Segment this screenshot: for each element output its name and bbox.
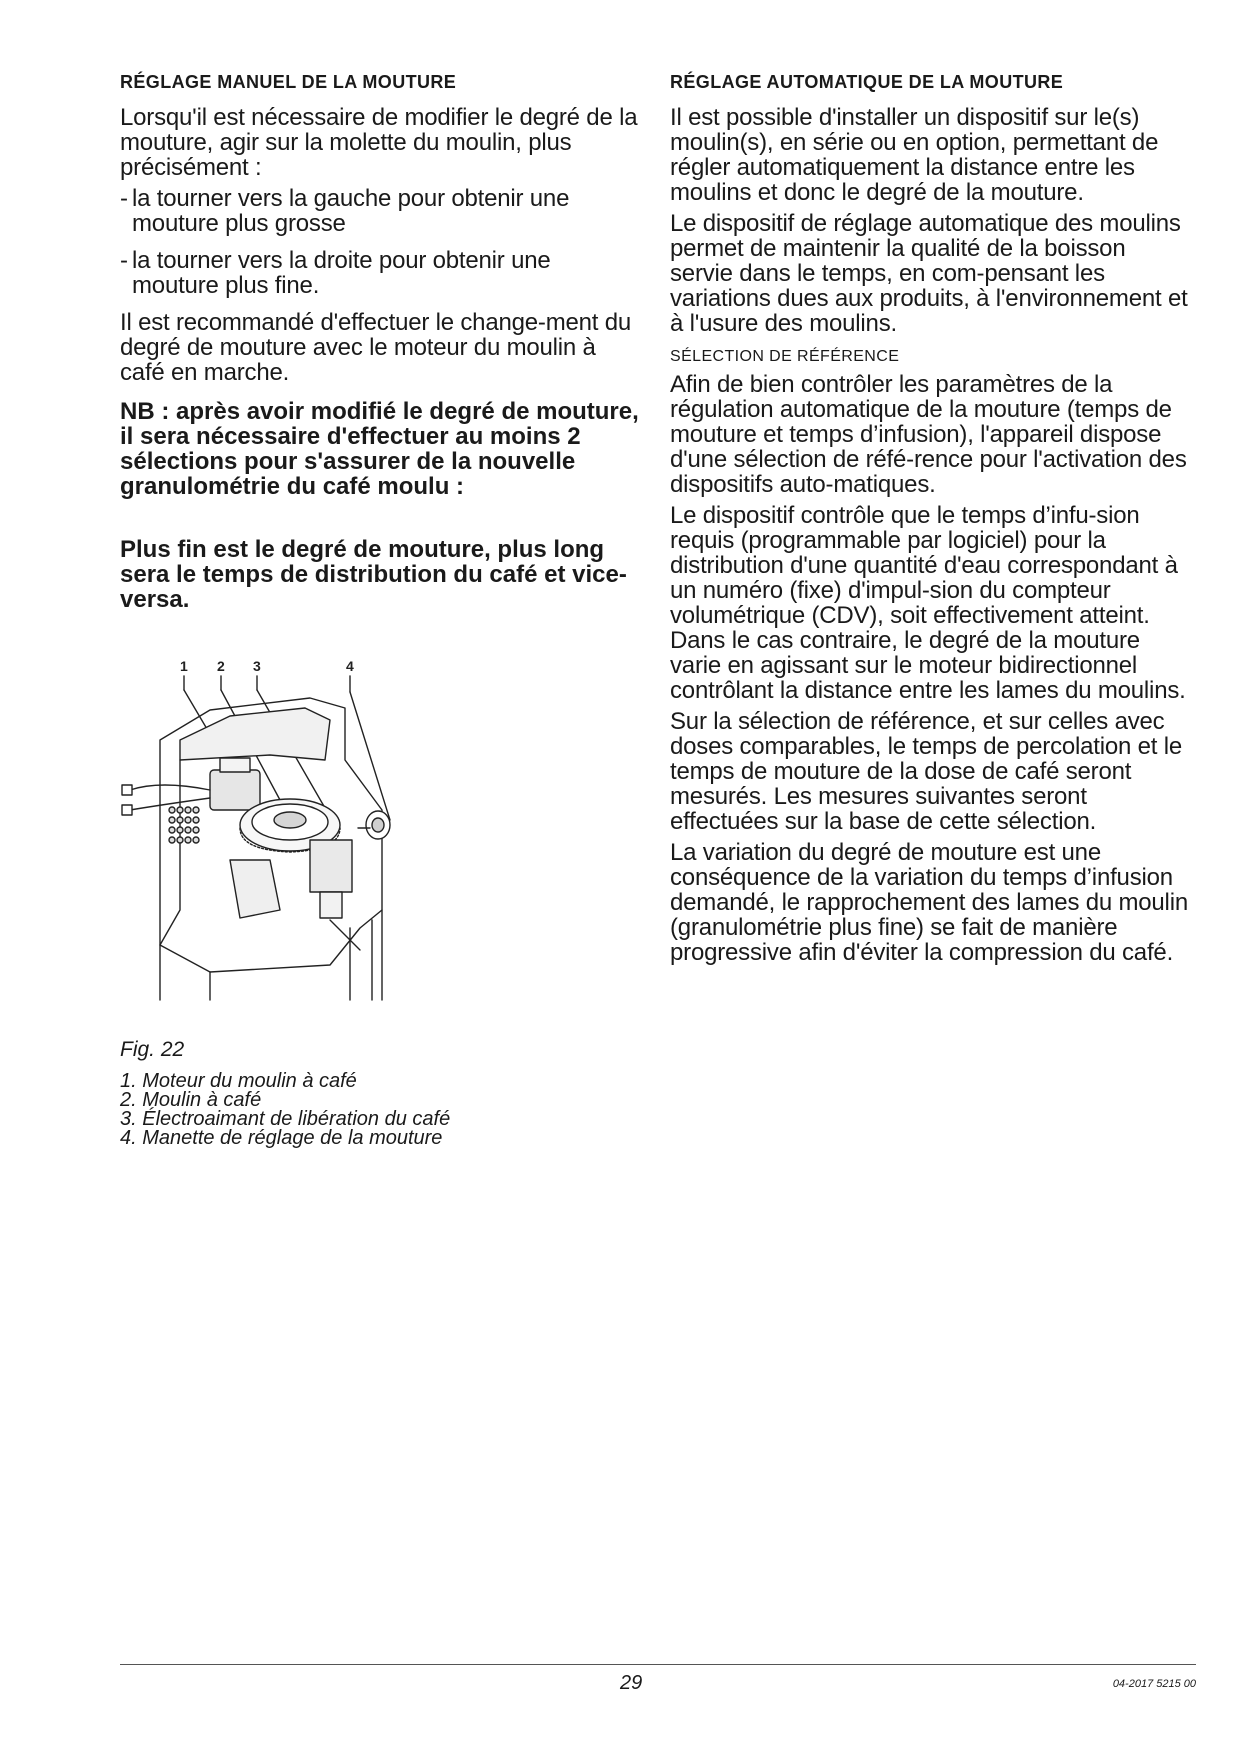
reference-p3: Sur la sélection de référence, et sur celles avec doses comparables, le temps de percolation et le temps de mouture de la dose de café seront mesurés. Les mesures suivantes seront effectuées sur la base de cette sélection. <box>670 708 1183 835</box>
grinder-figure <box>120 660 480 1020</box>
grind-direction-list <box>120 186 640 298</box>
reference-p2: Le dispositif contrôle que le temps d’infu-sion requis (programmable par logiciel) pour la distribution d'une quantité d'eau correspondant à un numéro (fixe) d'impul-sion du compteur volumétrique (CDV), soit effectivement atteint. Dans le cas contraire, le degré de la mouture varie en agissant sur le moteur bidirectionnel contrôlant la distance entre les lames du moulins. <box>670 502 1186 704</box>
electromagnet-base <box>320 892 342 918</box>
recommendation-paragraph: Il est recommandé d'effectuer le change-ment du degré de mouture avec le moteur du moulin à café en marche. <box>120 309 632 386</box>
adjustment-knob-center <box>372 818 384 832</box>
manual-grind-heading: RÉGLAGE MANUEL DE LA MOUTURE <box>120 72 457 92</box>
wires <box>130 785 210 810</box>
hopper-top <box>180 708 330 760</box>
callout-4: 4 <box>346 660 354 674</box>
body-left-edge <box>160 760 180 945</box>
legend-item: 2. Moulin à café <box>120 1089 262 1111</box>
auto-grind-p1: Il est possible d'installer un dispositif sur le(s) moulin(s), en série ou en option, permettant de régler automatiquement la distance entre les moulins et donc le degré de la mouture. <box>670 104 1159 206</box>
connector-1 <box>122 785 132 795</box>
connector-2 <box>122 805 132 815</box>
auto-grind-p2: Le dispositif de réglage automatique des moulins permet de maintenir la qualité de la boisson servie dans le temps, en com-pensant les variations dues aux produits, à l'environnement et à l'usure des moulins. <box>670 210 1188 337</box>
fineness-note: Plus fin est le degré de mouture, plus long sera le temps de distribution du café et vice-versa. <box>120 536 627 613</box>
callout-3: 3 <box>253 660 261 674</box>
footer-divider <box>120 1664 1196 1665</box>
right-column <box>670 72 1190 971</box>
list-item: - la tourner vers la gauche pour obtenir une mouture plus grosse <box>120 186 640 236</box>
legend-item: 1. Moteur du moulin à café <box>120 1070 357 1092</box>
figure-legend <box>120 1072 450 1148</box>
left-column <box>120 72 640 612</box>
electromagnet <box>310 840 352 892</box>
figure-caption: Fig. 22 <box>120 1038 185 1061</box>
manual-grind-intro: Lorsqu'il est nécessaire de modifier le degré de la mouture, agir sur la molette du moulin, plus précisément : <box>120 104 638 181</box>
legend-item: 3. Électroaimant de libération du café <box>120 1108 451 1130</box>
coffee-chute <box>230 860 280 918</box>
grinder-illustration <box>120 660 480 1020</box>
reference-p1: Afin de bien contrôler les paramètres de la régulation automatique de la mouture (temps de mouture et temps d’infusion), l'appareil dispose d'une sélection de réfé-rence pour l'activation des dispositifs auto-matiques. <box>670 371 1187 498</box>
grinder-burr <box>274 812 306 828</box>
page-number: 29 <box>620 1672 643 1694</box>
callout-2: 2 <box>217 660 225 674</box>
reference-p4: La variation du degré de mouture est une conséquence de la variation du temps d’infusion demandé, le rapprochement des lames du moulin (granulométrie plus fine) se fait de manière progressive afin d'éviter la compression du café. <box>670 839 1188 966</box>
document-code: 04-2017 5215 00 <box>1112 1678 1196 1690</box>
body-front-legs <box>160 945 210 1000</box>
callout-1: 1 <box>180 660 188 674</box>
legend-item: 4. Manette de réglage de la mouture <box>120 1127 443 1149</box>
nb-note: NB : après avoir modifié le degré de mouture, il sera nécessaire d'effectuer au moins 2 sélections pour s'assurer de la nouvelle granulométrie du café moulu : <box>120 398 639 500</box>
auto-grind-heading: RÉGLAGE AUTOMATIQUE DE LA MOUTURE <box>670 72 1064 92</box>
list-item: - la tourner vers la droite pour obtenir une mouture plus fine. <box>120 248 640 298</box>
reference-selection-heading: SÉLECTION DE RÉFÉRENCE <box>670 348 900 365</box>
vent-grid <box>169 807 199 843</box>
leader-line-4b <box>350 692 390 820</box>
grinder-motor <box>210 770 260 810</box>
motor-cap <box>220 758 250 772</box>
